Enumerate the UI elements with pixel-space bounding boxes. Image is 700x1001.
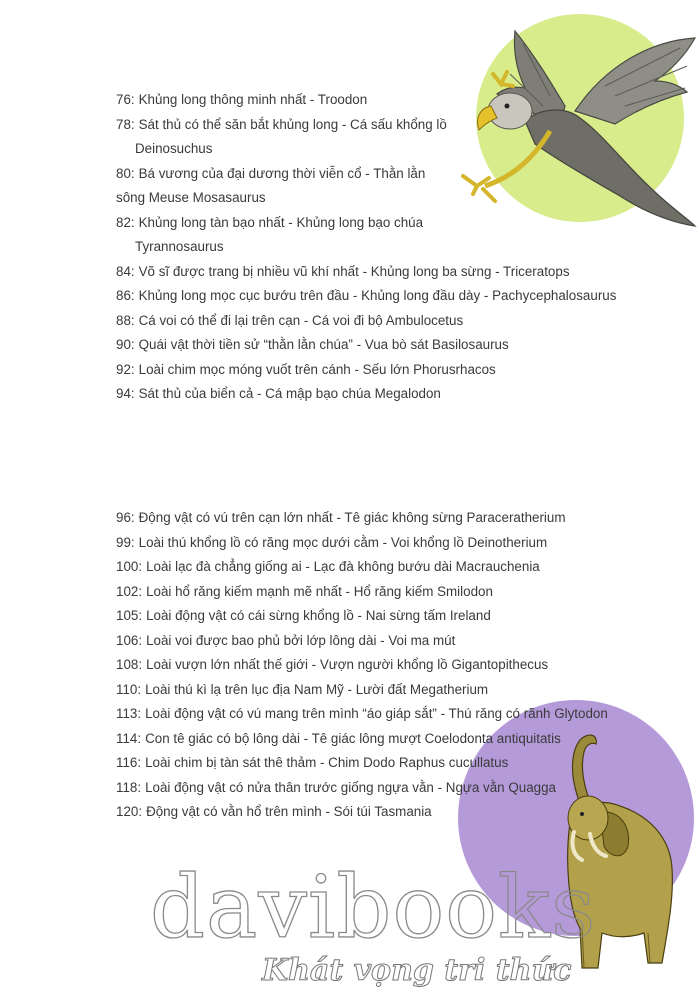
toc-page-number: 82: [116, 214, 135, 230]
toc-entry-text: Quái vật thời tiền sử “thằn lằn chúa” - Vua bò sát Basilosaurus [138, 337, 509, 352]
toc-entry-continuation: Deinosuchus [135, 141, 213, 156]
toc-page-number: 96: [116, 510, 135, 525]
toc-entry-text: Loài động vật có nửa thân trước giống ngựa vằn - Ngựa vằn Quagga [145, 779, 556, 795]
toc-entry-text: Khủng long mọc cục bướu trên đầu - Khủng long đầu dày - Pachycephalosaurus [138, 288, 617, 303]
toc-entry-continuation: Tyrannosaurus [135, 239, 224, 254]
toc-page-number: 114: [116, 730, 142, 746]
toc-entry [116, 555, 608, 580]
toc-page-number: 86: [116, 288, 135, 303]
toc-entry [116, 309, 616, 334]
toc-page-number: 116: [116, 755, 142, 770]
toc-entry [116, 580, 608, 605]
eagle-icon [455, 26, 700, 231]
toc-entry-text: Sát thủ của biển cả - Cá mập bạo chúa Megalodon [138, 386, 441, 401]
toc-entry-text: Cá voi có thể đi lại trên cạn - Cá voi đi bộ Ambulocetus [138, 312, 464, 328]
toc-entry-text: Loài thú khổng lồ có răng mọc dưới cằm - Voi khổng lồ Deinotherium [138, 534, 548, 550]
toc-entry [116, 506, 608, 531]
toc-entry [116, 531, 608, 556]
toc-page-number: 80: [116, 165, 135, 181]
toc-page-number: 78: [116, 116, 135, 132]
toc-page-number: 120: [116, 804, 143, 819]
toc-entry-text: Loài voi được bao phủ bởi lớp lông dài - Voi ma mút [146, 632, 456, 648]
toc-entry-text: Loài hổ răng kiếm mạnh mẽ nhất - Hổ răng kiếm Smilodon [146, 583, 493, 599]
toc-entry [116, 727, 608, 752]
toc-list-part-2 [116, 506, 608, 825]
toc-entry-text: Loài lạc đà chẳng giống ai - Lạc đà không bướu dài Macrauchenia [146, 559, 540, 574]
toc-page-number: 76: [116, 92, 135, 107]
toc-page-number: 118: [116, 779, 142, 795]
toc-entry [116, 776, 608, 801]
toc-entry [116, 260, 616, 285]
toc-entry [116, 382, 616, 407]
toc-page-number: 94: [116, 386, 135, 401]
toc-entry [116, 604, 608, 629]
toc-page-number: 90: [116, 337, 135, 352]
publisher-slogan: Khát vọng tri thức [262, 953, 572, 988]
toc-page-number: 110: [116, 681, 142, 697]
toc-entry [116, 629, 608, 654]
toc-entry-continuation: sông Meuse Mosasaurus [116, 190, 266, 205]
toc-entry [116, 653, 608, 678]
toc-entry [116, 800, 608, 825]
toc-page-number: 102: [116, 583, 143, 599]
toc-page-number: 113: [116, 706, 142, 721]
toc-entry-text: Loài chim bị tàn sát thê thảm - Chim Dodo Raphus cucullatus [145, 755, 509, 770]
toc-entry-text: Khủng long thông minh nhất - Troodon [138, 92, 368, 107]
toc-entry-text: Loài vượn lớn nhất thế giới - Vượn người khổng lồ Gigantopithecus [146, 657, 549, 672]
toc-entry-text: Loài chim mọc móng vuốt trên cánh - Sếu lớn Phorusrhacos [138, 361, 496, 377]
toc-entry-text: Bá vương của đại dương thời viễn cổ - Thằn lằn [138, 165, 426, 181]
toc-page-number: 84: [116, 263, 135, 279]
toc-entry [116, 678, 608, 703]
toc-page-number: 106: [116, 632, 143, 648]
toc-entry-text: Loài động vật có vú mang trên mình “áo giáp sắt” - Thú răng có rãnh Glytodon [145, 706, 608, 721]
publisher-logo-text: davibooks [150, 858, 597, 958]
toc-entry-text: Loài thú kì lạ trên lục địa Nam Mỹ - Lười đất Megatherium [145, 681, 489, 697]
toc-entry-text: Động vật có vú trên cạn lớn nhất - Tê giác không sừng Paraceratherium [138, 510, 566, 525]
toc-page-number: 108: [116, 657, 143, 672]
toc-entry [116, 702, 608, 727]
toc-entry [116, 284, 616, 309]
elephant-icon [540, 728, 680, 978]
toc-page-number: 100: [116, 559, 143, 574]
toc-entry [116, 358, 616, 383]
toc-entry-text: Động vật có vằn hổ trên mình - Sói túi Tasmania [146, 804, 432, 819]
toc-page-number: 88: [116, 312, 135, 328]
toc-page-number: 99: [116, 534, 135, 550]
toc-page-number: 92: [116, 361, 135, 377]
toc-entry-text: Sát thủ có thể săn bắt khủng long - Cá sấu khổng lồ [138, 116, 447, 132]
toc-entry [116, 333, 616, 358]
toc-entry-text: Võ sĩ được trang bị nhiều vũ khí nhất - Khủng long ba sừng - Triceratops [138, 263, 570, 279]
toc-entry-text: Con tê giác có bộ lông dài - Tê giác lông mượt Coelodonta antiquitatis [145, 730, 561, 746]
toc-entry-text: Loài động vật có cái sừng khổng lồ - Nai sừng tấm Ireland [146, 608, 491, 623]
toc-page-number: 105: [116, 608, 143, 623]
toc-entry [116, 751, 608, 776]
toc-entry-text: Khủng long tàn bạo nhất - Khủng long bạo chúa [138, 214, 424, 230]
